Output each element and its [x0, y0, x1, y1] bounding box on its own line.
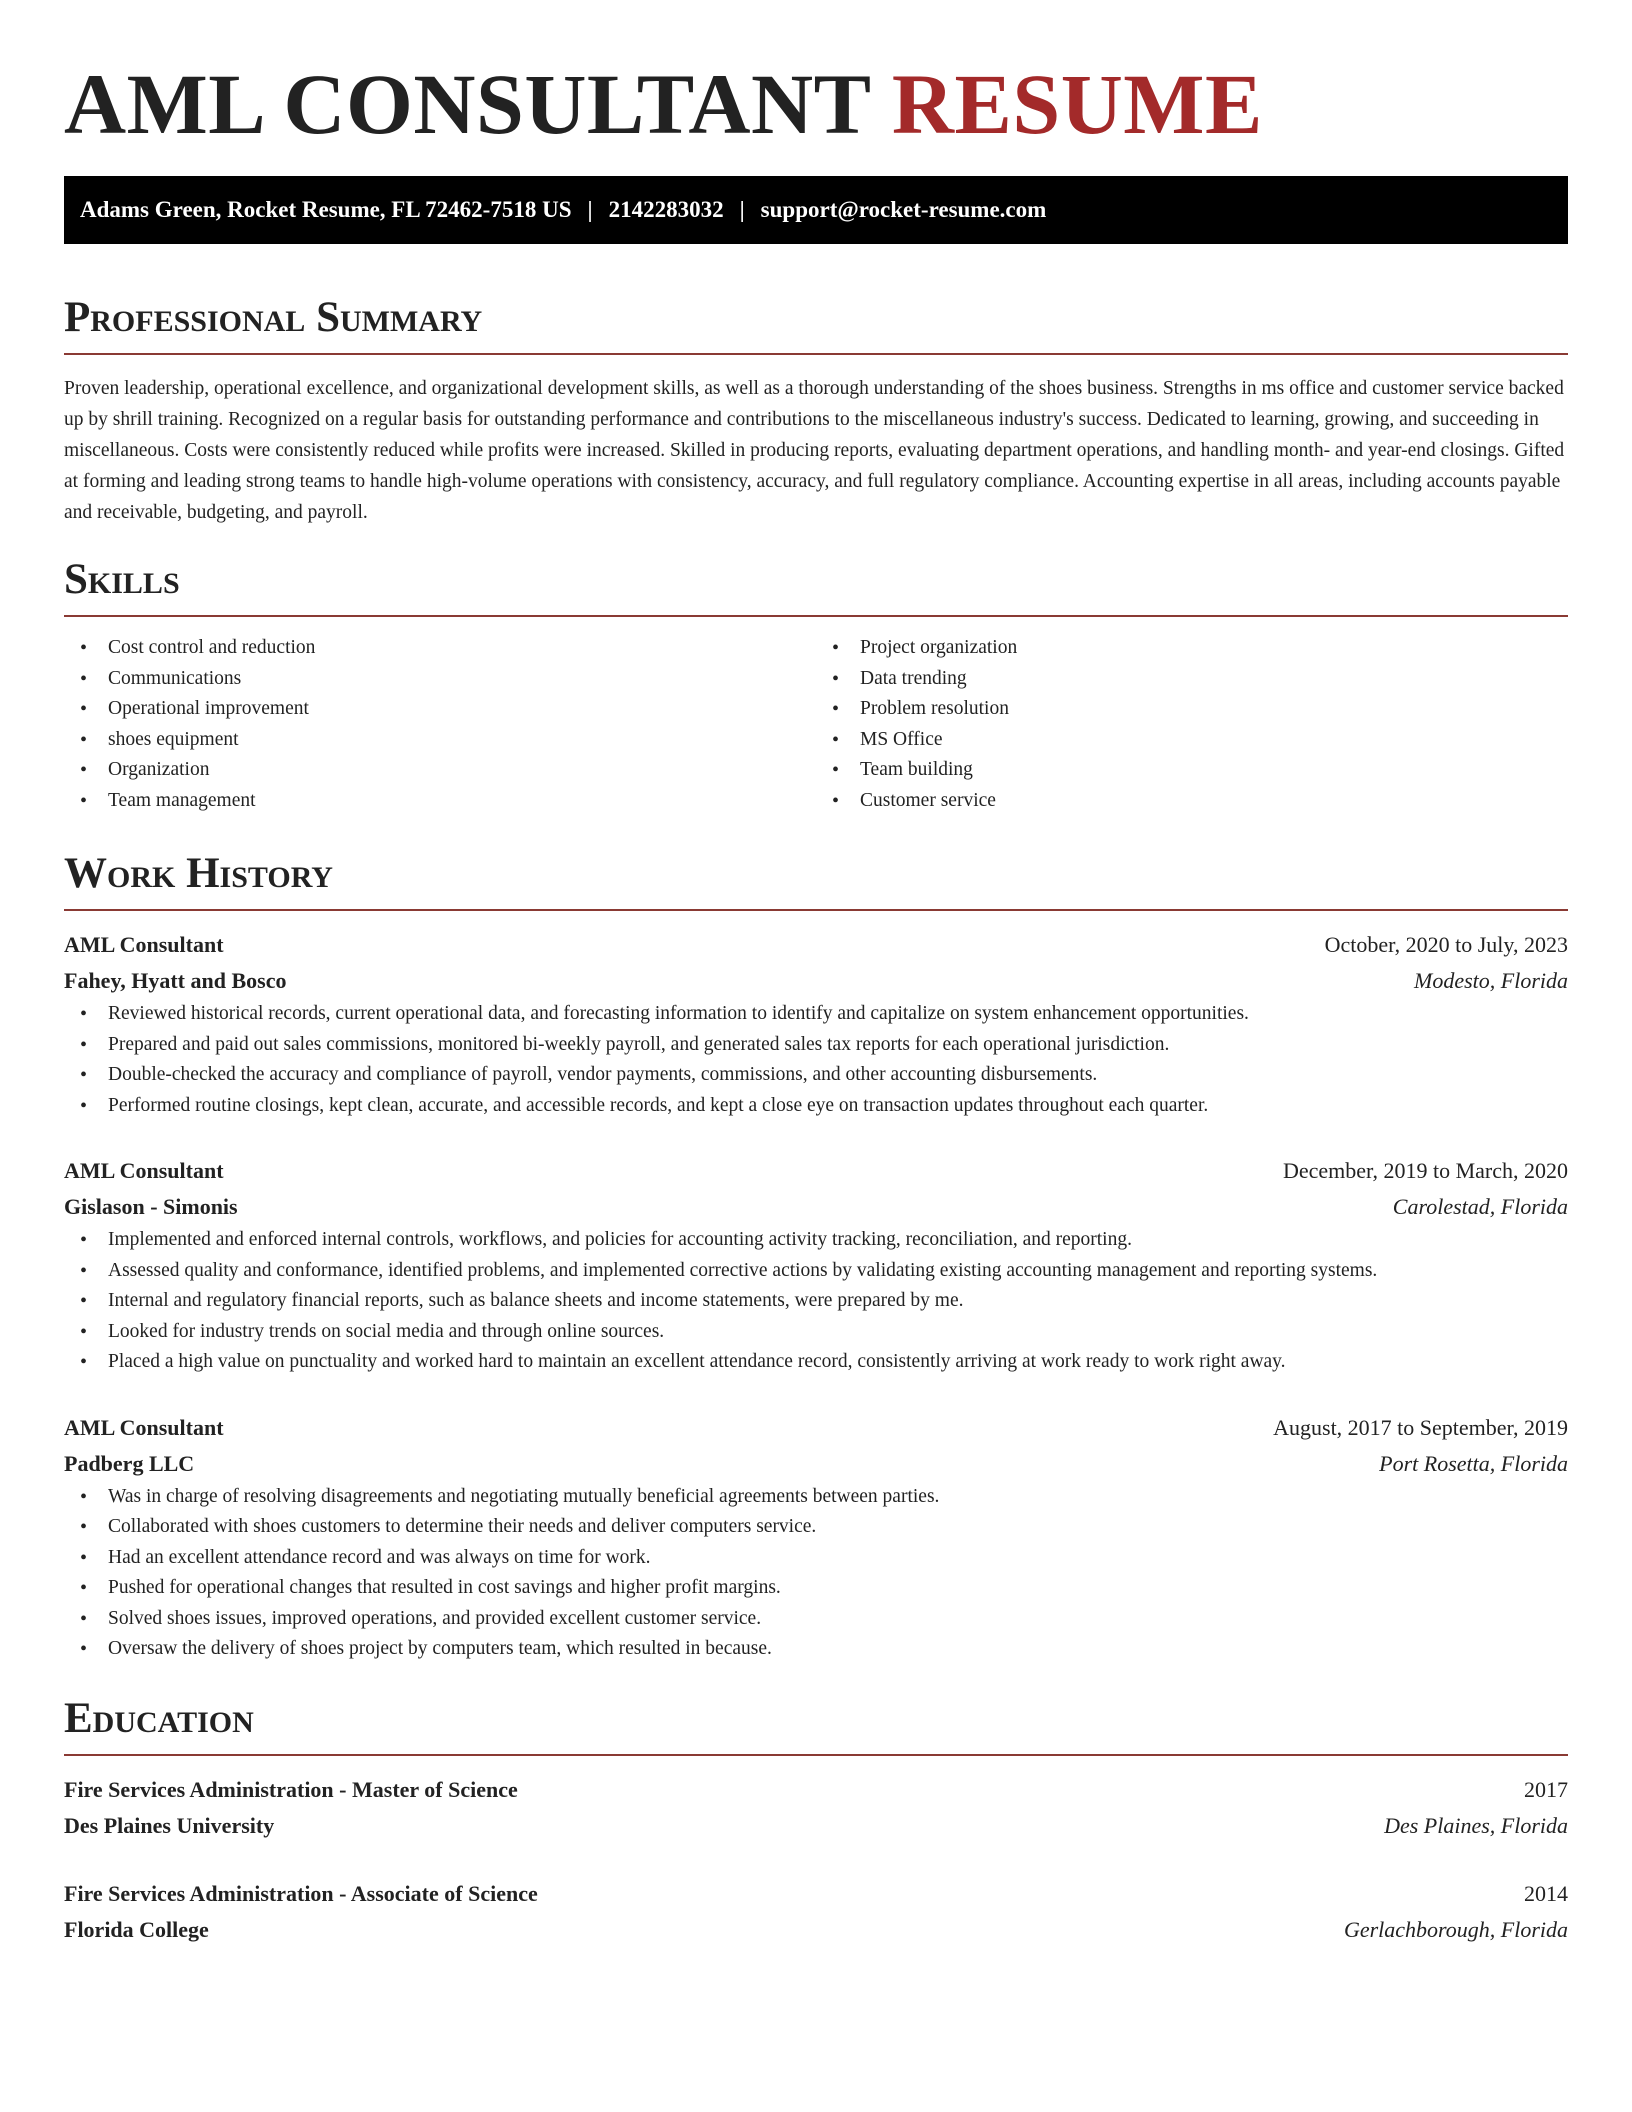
job-title: AML Consultant	[64, 1158, 224, 1183]
education-location: Gerlachborough, Florida	[1343, 1916, 1568, 1942]
job-bullet: • Double-checked the accuracy and compliance of payroll, vendor payments, commissions, and other accounting disbursements.	[64, 1060, 1568, 1091]
job-entry	[64, 1153, 1568, 1378]
skill-item: • Problem resolution	[816, 694, 1568, 725]
job-header-row	[64, 927, 1568, 963]
skills-section	[64, 558, 1568, 816]
education-degree: Fire Services Administration - Associate of Science	[64, 1880, 538, 1906]
job-entry	[64, 1410, 1568, 1665]
job-company: Padberg LLC	[64, 1450, 195, 1476]
education-year: 2014	[1524, 1880, 1568, 1906]
section-heading-work-history: Work History	[64, 852, 1568, 911]
education-entry	[64, 1876, 1568, 1948]
skill-item: • Project organization	[816, 633, 1568, 664]
job-bullet: • Performed routine closings, kept clean, accurate, and accessible records, and kept a close eye on transaction updates throughout each quarter.	[64, 1091, 1568, 1122]
skill-item: • Team management	[64, 786, 816, 817]
job-bullet: • Internal and regulatory financial reports, such as balance sheets and income statements, were prepared by me.	[64, 1286, 1568, 1317]
job-bullet: • Had an excellent attendance record and was always on time for work.	[64, 1543, 1568, 1574]
job-bullet: • Placed a high value on punctuality and worked hard to maintain an excellent attendance record, consistently arriving at work ready to work right away.	[64, 1347, 1568, 1378]
job-dates: October, 2020 to July, 2023	[1324, 932, 1568, 957]
summary-text: Proven leadership, operational excellence, and organizational development skills, as well as a thorough understanding of the shoes business. Strengths in ms office and customer service backed up by shrill training. Recognized on a regular basis for outstanding performance and contributions to the miscellaneous industry's success. Dedicated to learning, growing, and succeeding in miscellaneous. Costs were consistently reduced while profits were increased. Skilled in producing reports, evaluating department operations, and handling month- and year-end closings. Gifted at forming and leading strong teams to handle high-volume operations with consistency, accuracy, and full regulatory compliance. Accounting expertise in all areas, including accounts payable and receivable, budgeting, and payroll.	[64, 378, 1565, 523]
education-year: 2017	[1524, 1776, 1568, 1802]
skill-item: • Customer service	[816, 786, 1568, 817]
education-degree-row	[64, 1876, 1568, 1912]
job-bullet: • Collaborated with shoes customers to determine their needs and deliver computers service.	[64, 1512, 1568, 1543]
job-bullet: • Assessed quality and conformance, identified problems, and implemented corrective actions by validating existing accounting management and reporting systems.	[64, 1256, 1568, 1287]
contact-address: Adams Green, Rocket Resume, FL 72462-7518 US	[80, 197, 572, 222]
education-school-row	[64, 1912, 1568, 1948]
skill-item: • MS Office	[816, 725, 1568, 756]
skill-item: • shoes equipment	[64, 725, 816, 756]
education-location: Des Plaines, Florida	[1384, 1812, 1568, 1838]
education-section	[64, 1694, 1568, 1948]
job-dates: December, 2019 to March, 2020	[1282, 1158, 1568, 1183]
job-header-row	[64, 1410, 1568, 1446]
job-bullets	[64, 999, 1568, 1121]
job-location: Carolestad, Florida	[1392, 1194, 1568, 1219]
contact-separator: |	[587, 197, 593, 222]
job-entry	[64, 927, 1568, 1121]
education-school-row	[64, 1808, 1568, 1844]
section-heading-skills: Skills	[64, 558, 1568, 617]
job-location: Modesto, Florida	[1414, 968, 1568, 993]
skills-list-left	[64, 633, 816, 816]
job-bullets	[64, 1225, 1568, 1378]
job-company: Fahey, Hyatt and Bosco	[64, 968, 287, 993]
summary-section	[64, 296, 1568, 528]
job-title: AML Consultant	[64, 1414, 224, 1440]
job-company-row	[64, 963, 1568, 999]
job-header-row	[64, 1153, 1568, 1189]
skill-item: • Communications	[64, 664, 816, 695]
skill-item: • Data trending	[816, 664, 1568, 695]
title-accent: RESUME	[891, 56, 1263, 152]
job-bullet: • Prepared and paid out sales commissions, monitored bi-weekly payroll, and generated sales tax reports for each operational jurisdiction.	[64, 1030, 1568, 1061]
job-title: AML Consultant	[64, 932, 224, 957]
education-school: Florida College	[64, 1916, 209, 1942]
job-bullet: • Pushed for operational changes that resulted in cost savings and higher profit margins.	[64, 1573, 1568, 1604]
skills-list-right	[816, 633, 1568, 816]
contact-email: support@rocket-resume.com	[760, 197, 1047, 222]
job-bullet: • Was in charge of resolving disagreements and negotiating mutually beneficial agreements between parties.	[64, 1482, 1568, 1513]
section-heading-summary: Professional Summary	[64, 296, 1568, 355]
contact-phone: 2142283032	[608, 197, 724, 222]
education-school: Des Plaines University	[64, 1812, 275, 1838]
job-company-row	[64, 1446, 1568, 1482]
contact-separator: |	[739, 197, 745, 222]
job-company: Gislason - Simonis	[64, 1194, 238, 1219]
skill-item: • Organization	[64, 755, 816, 786]
resume-title	[64, 0, 1568, 176]
job-bullet: • Solved shoes issues, improved operations, and provided excellent customer service.	[64, 1604, 1568, 1635]
job-dates: August, 2017 to September, 2019	[1273, 1414, 1568, 1440]
skill-item: • Cost control and reduction	[64, 633, 816, 664]
job-bullet: • Looked for industry trends on social media and through online sources.	[64, 1317, 1568, 1348]
education-entry	[64, 1772, 1568, 1844]
job-bullets	[64, 1482, 1568, 1665]
skill-item: • Operational improvement	[64, 694, 816, 725]
title-main: AML CONSULTANT	[64, 56, 870, 152]
job-location: Port Rosetta, Florida	[1379, 1450, 1568, 1476]
contact-bar	[64, 176, 1568, 244]
skills-columns	[64, 633, 1568, 816]
education-degree-row	[64, 1772, 1568, 1808]
job-bullet: • Reviewed historical records, current operational data, and forecasting information to identify and capitalize on system enhancement opportunities.	[64, 999, 1568, 1030]
job-bullet: • Oversaw the delivery of shoes project by computers team, which resulted in because.	[64, 1634, 1568, 1665]
work-history-section	[64, 852, 1568, 1665]
job-bullet: • Implemented and enforced internal controls, workflows, and policies for accounting activity tracking, reconciliation, and reporting.	[64, 1225, 1568, 1256]
job-company-row	[64, 1189, 1568, 1225]
skill-item: • Team building	[816, 755, 1568, 786]
section-heading-education: Education	[64, 1697, 1568, 1756]
education-degree: Fire Services Administration - Master of Science	[64, 1776, 518, 1802]
